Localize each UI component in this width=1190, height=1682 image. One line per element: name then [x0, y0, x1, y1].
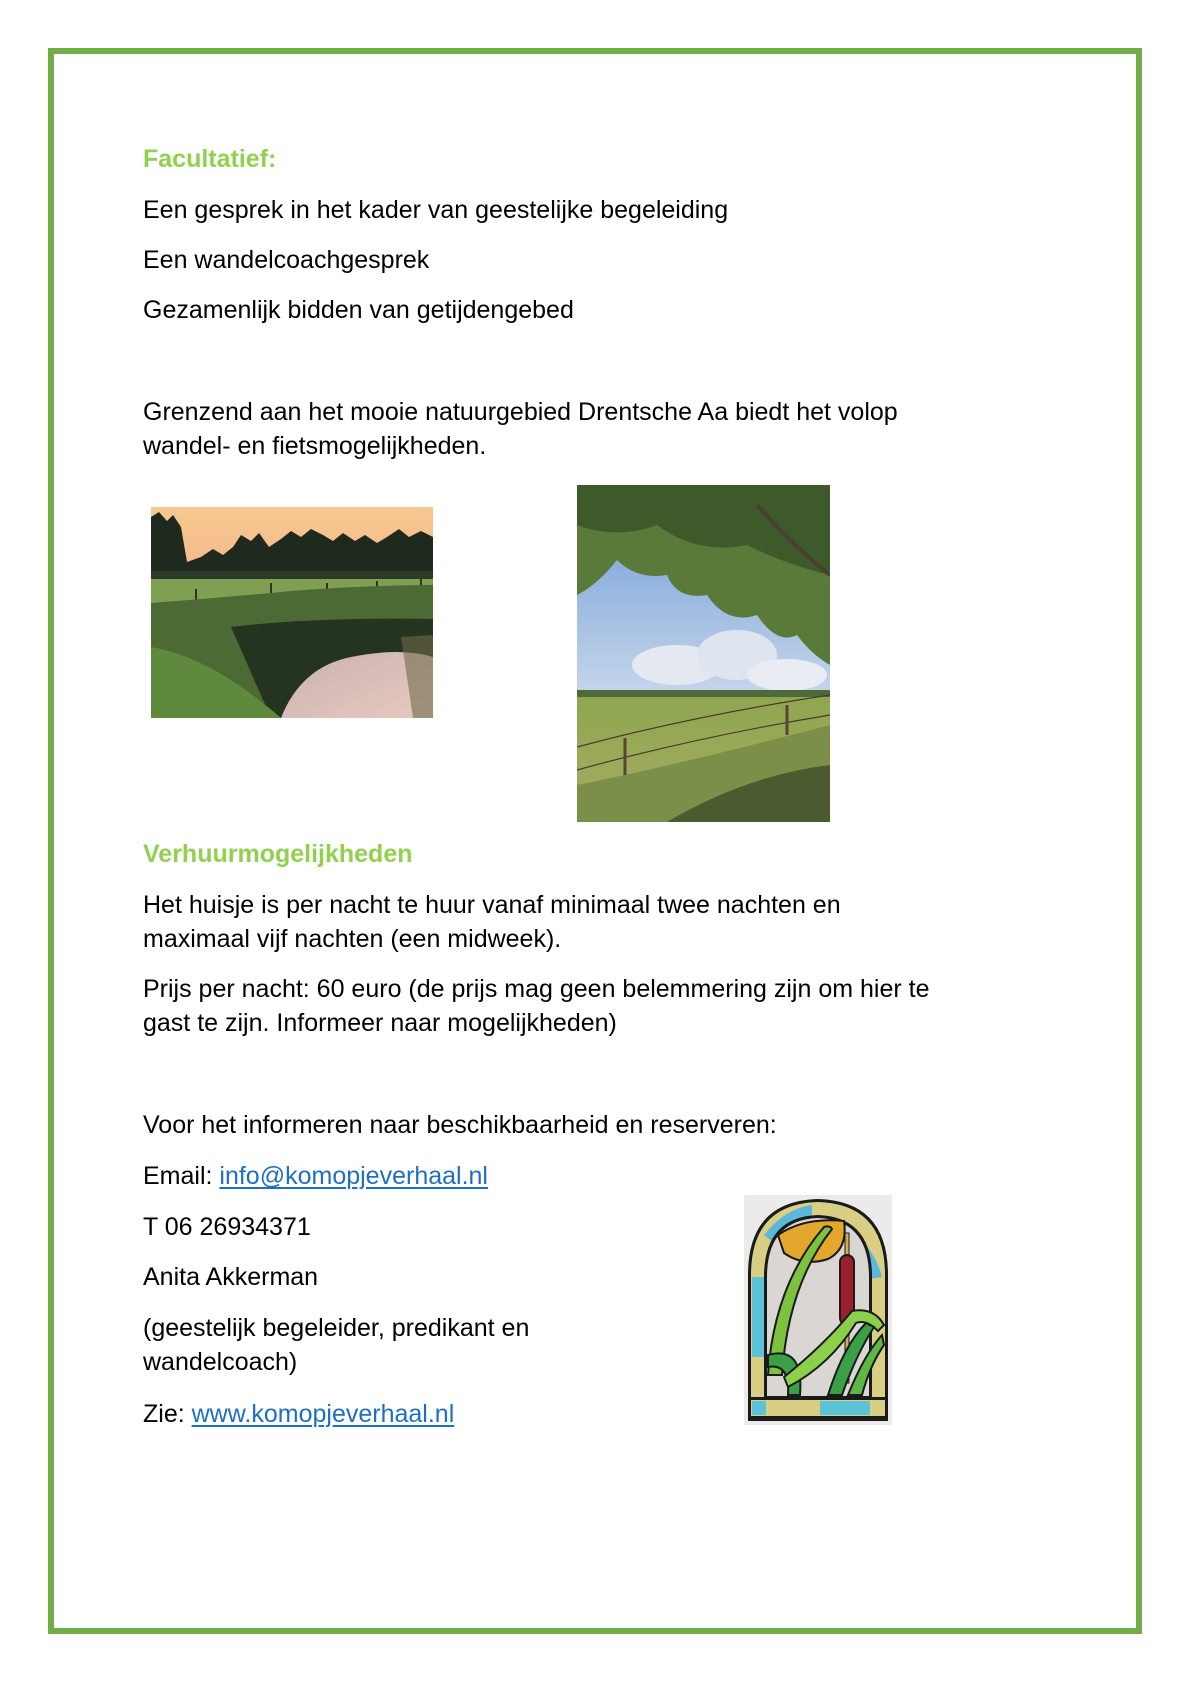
- paragraph-line: Prijs per nacht: 60 euro (de prijs mag geen belemmering zijn om hier te: [143, 975, 930, 1003]
- email-link[interactable]: info@komopjeverhaal.nl: [219, 1162, 488, 1190]
- website-link[interactable]: www.komopjeverhaal.nl: [191, 1400, 455, 1428]
- contact-role: [143, 1311, 529, 1379]
- paragraph-line: wandel- en fietsmogelijkheden.: [143, 432, 487, 460]
- paragraph-line: Het huisje is per nacht te huur vanaf minimaal twee nachten en: [143, 891, 841, 919]
- paragraph-line: Grenzend aan het mooie natuurgebied Drentsche Aa biedt het volop: [143, 398, 898, 426]
- paragraph-line: wandelcoach): [143, 1348, 298, 1376]
- phone-number: T 06 26934371: [143, 1213, 311, 1241]
- email-line: [143, 1159, 488, 1193]
- surroundings-paragraph: [143, 395, 898, 463]
- paragraph-line: (geestelijk begeleider, predikant en: [143, 1314, 530, 1342]
- stained-glass-photo: [744, 1195, 892, 1425]
- meadow-tree-photo: [577, 485, 830, 822]
- email-label: Email:: [143, 1162, 220, 1190]
- contact-intro: Voor het informeren naar beschikbaarheid en reserveren:: [143, 1111, 777, 1139]
- rental-price-paragraph: [143, 972, 930, 1040]
- river-sunset-photo: [151, 507, 433, 718]
- rental-duration-paragraph: [143, 888, 841, 956]
- paragraph-line: gast te zijn. Informeer naar mogelijkheden): [143, 1009, 617, 1037]
- contact-name: Anita Akkerman: [143, 1263, 319, 1291]
- list-item: Een gesprek in het kader van geestelijke begeleiding: [143, 196, 729, 224]
- website-label: Zie:: [143, 1400, 192, 1428]
- paragraph-line: maximaal vijf nachten (een midweek).: [143, 925, 562, 953]
- list-item: Een wandelcoachgesprek: [143, 246, 430, 274]
- website-line: [143, 1397, 454, 1431]
- facultatief-heading: Facultatief:: [143, 145, 277, 173]
- list-item: Gezamenlijk bidden van getijdengebed: [143, 296, 574, 324]
- rental-heading: Verhuurmogelijkheden: [143, 840, 413, 868]
